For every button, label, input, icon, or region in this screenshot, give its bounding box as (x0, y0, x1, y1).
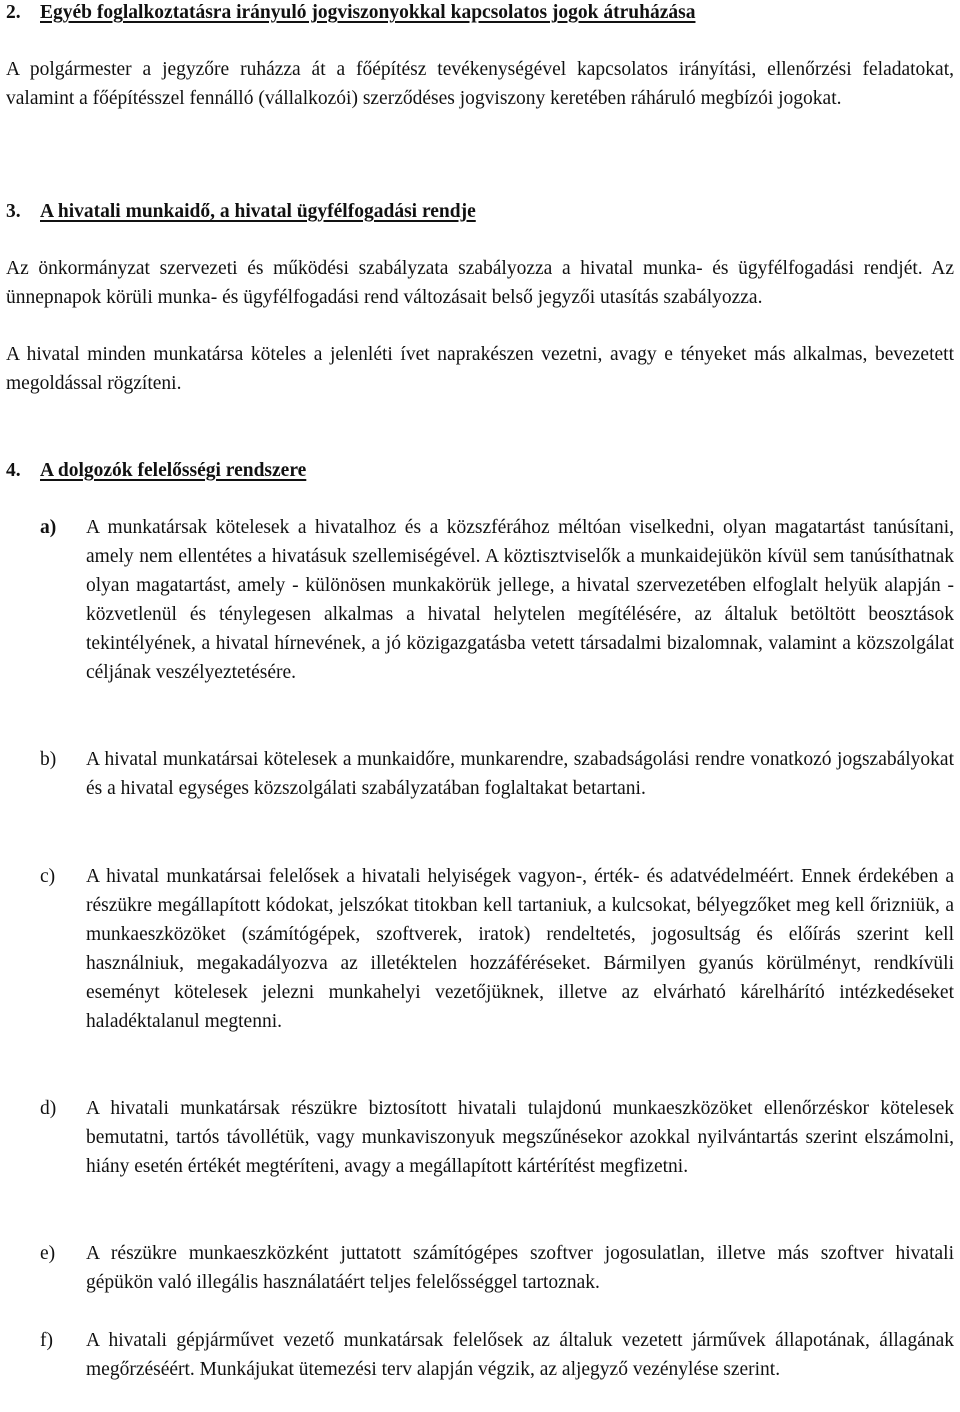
list-item-text: A hivatal munkatársai felelősek a hivatali helyiségek vagyon-, érték- és adatvédelméért. Ennek érdekében a részükre megállapított kódokat, jelszókat titokban kell tartaniuk, a kulcsokat, bélyegzőket meg kell őrizniük, a munkaeszközöket (számítógépek, szoftverek, iratok) rendeltetés, jogosultság és előírás szerint kell használniuk, megakadályozva az illetéktelen hozzáféréseket. Bármilyen gyanús körülményt, rendkívüli eseményt kötelesek jelezni munkahelyi vezetőjüknek, illetve az elvárható kárelhárító intézkedéseket haladéktalanul megtenni. (86, 866, 954, 1032)
list-item-label: c) (40, 866, 56, 887)
section-3-heading (6, 197, 476, 226)
list-item-text: A munkatársak kötelesek a hivatalhoz és a közszférához méltóan viselkedni, olyan magatartást tanúsítani, amely nem ellentétes a hivatásuk szellemiségével. A köztisztviselők a munkaidejükön kívül sem tanúsíthatnak olyan magatartást, amely - különösen munkakörük jellege, a hivatal szervezetében elfoglalt helyük alapján - közvetlenül és ténylegesen alkalmas a hivatal helytelen megítélésére, az általuk betöltött beosztások tekintélyének, a hivatal hírnevének, a jó közigazgatásba vetett társadalmi bizalomnak, valamint a közszolgálat céljának veszélyeztetésére. (86, 517, 954, 683)
section-3-number: 3. (6, 201, 21, 222)
section-2-title: Egyéb foglalkoztatásra irányuló jogviszonyokkal kapcsolatos jogok átruházása (40, 2, 696, 23)
list-item-text: A hivatal munkatársai kötelesek a munkaidőre, munkarendre, szabadságolási rendre vonatkozó jogszabályokat és a hivatal egységes közszolgálati szabályzatában foglaltakat betartani. (86, 749, 954, 799)
section-3-title: A hivatali munkaidő, a hivatal ügyfélfogadási rendje (40, 201, 476, 222)
section-3-paragraph-2: A hivatal minden munkatársa köteles a jelenléti ívet naprakészen vezetni, avagy e tényeket más alkalmas, bevezetett megoldással rögzíteni. (6, 344, 954, 394)
list-item-label: a) (40, 517, 57, 538)
list-item-label: b) (40, 749, 57, 770)
list-item-c (12, 862, 954, 1036)
list-item-e (12, 1239, 954, 1297)
section-3-paragraph-1: Az önkormányzat szervezeti és működési szabályzata szabályozza a hivatal munka- és ügyfélfogadási rendjét. Az ünnepnapok körüli munka- és ügyfélfogadási rend változásait belső jegyzői utasítás szabályozza. (6, 258, 954, 308)
list-item-a (12, 513, 954, 687)
list-item-label: d) (40, 1098, 57, 1119)
section-2-number: 2. (6, 2, 21, 23)
list-item-text: A hivatali gépjárművet vezető munkatársak felelősek az általuk vezetett járművek állapotának, állagának megőrzéséért. Munkájukat ütemezési terv alapján végzik, az aljegyző vezénylése szerint. (86, 1330, 954, 1380)
list-item-f (12, 1326, 954, 1384)
section-2-paragraph: A polgármester a jegyzőre ruházza át a főépítész tevékenységével kapcsolatos irányítási, ellenőrzési feladatokat, valamint a főépítésszel fennálló (vállalkozói) szerződéses jogviszony keretében ráháruló megbízói jogokat. (6, 59, 954, 109)
list-item-text: A hivatali munkatársak részükre biztosított hivatali tulajdonú munkaeszközöket ellenőrzéskor kötelesek bemutatni, tartós távollétük, vagy munkaviszonyuk megszűnésekor azokkal nyilvántartás szerint elszámolni, hiány esetén értékét megtéríteni, avagy a megállapított kártérítést megfizetni. (86, 1098, 954, 1177)
list-item-b (12, 745, 954, 803)
section-4-number: 4. (6, 460, 21, 481)
section-4-title: A dolgozók felelősségi rendszere (40, 460, 307, 481)
list-item-label: f) (40, 1330, 53, 1351)
section-4-heading (6, 456, 306, 485)
list-item-label: e) (40, 1243, 56, 1264)
section-2-heading (6, 0, 695, 27)
list-item-d (12, 1094, 954, 1181)
list-item-text: A részükre munkaeszközként juttatott számítógépes szoftver jogosulatlan, illetve más szoftver hivatali gépükön való illegális használatáért teljes felelősséggel tartoznak. (86, 1243, 954, 1293)
